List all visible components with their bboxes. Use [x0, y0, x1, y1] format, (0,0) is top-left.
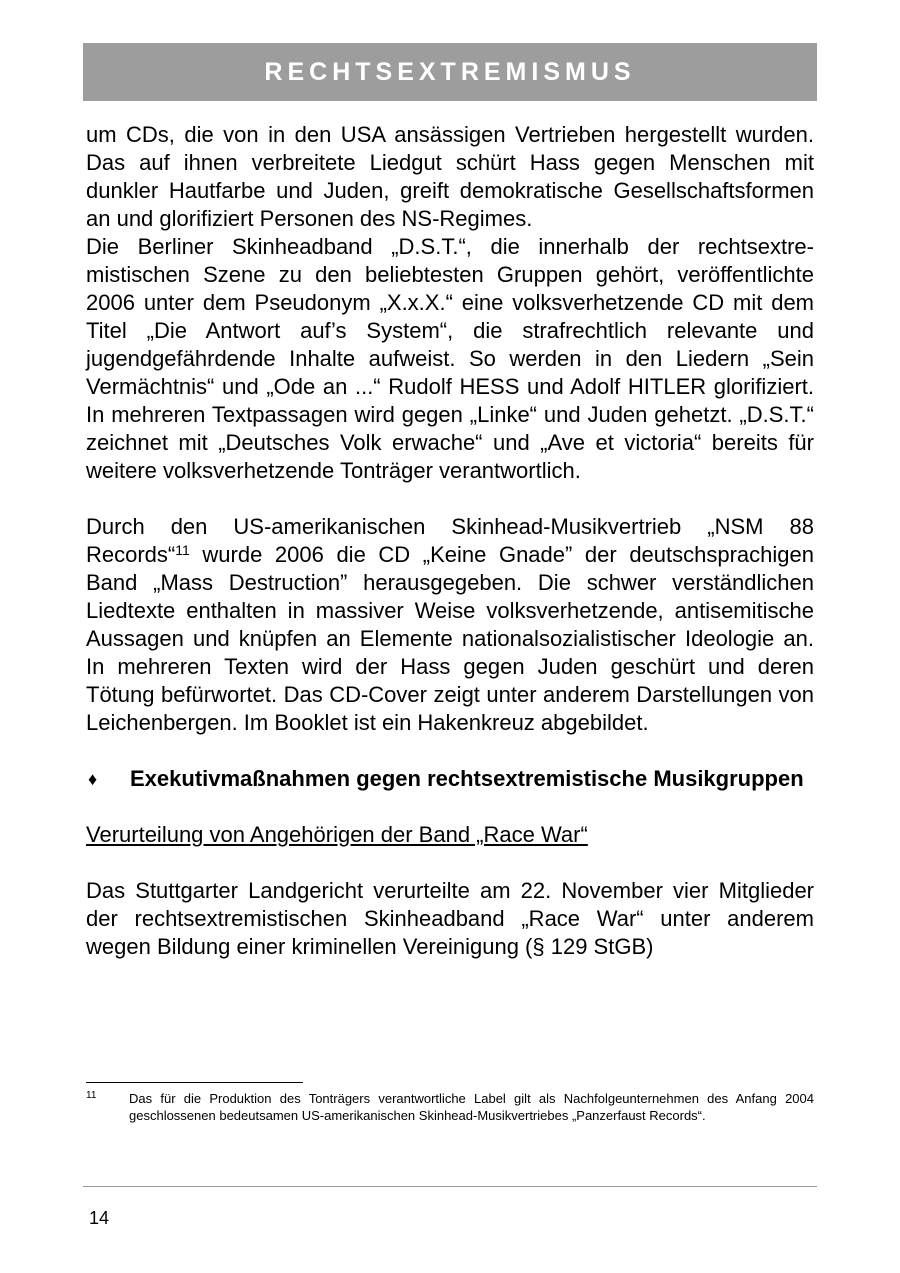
- paragraph-spacer: [86, 485, 814, 513]
- footnote-reference[interactable]: 11: [175, 542, 190, 558]
- paragraph-3-end: wurde 2006 die CD „Keine Gnade” der deutschsprachigen Band „Mass Destruction” herausgegeben. Die schwer verständlichen Liedtexte enthalten in massiver Weise volksverhetzende, antisemitische Aussagen und knüpfen an Elemente nationalsozialistischer Ideologie an. In mehreren Texten wird der Hass gegen Juden geschürt und deren Tötung befürwortet. Das CD-Cover zeigt unter anderem Darstellungen von Leichenbergen. Im Booklet ist ein Hakenkreuz abgebildet.: [86, 542, 814, 735]
- page-body: [86, 121, 814, 961]
- footer-divider: [83, 1186, 817, 1187]
- paragraph-spacer: [86, 849, 814, 877]
- page-number: 14: [89, 1208, 110, 1228]
- paragraph-3: [86, 513, 814, 737]
- footnote-divider: [86, 1082, 303, 1083]
- footnote-text: Das für die Produktion des Tonträgers verantwortliche Label gilt als Nachfolgeunternehmen des Anfang 2004 geschlossenen bedeutsamen US-amerikanischen Skinhead-Musikvertriebes „Panzerfaust Records“.: [129, 1091, 814, 1123]
- paragraph-spacer: [86, 793, 814, 821]
- running-header-title: RECHTSEXTREMISMUS: [264, 57, 636, 86]
- paragraph-4: Das Stuttgarter Landgericht verurteilte am 22. November vier Mitglieder der rechtsextremistischen Skinheadband „Race War“ unter anderem wegen Bildung einer kriminellen Vereinigung (§ 129 StGB): [86, 878, 814, 959]
- subheading: Verurteilung von Angehörigen der Band „Race War“: [86, 822, 588, 847]
- section-heading: [86, 765, 814, 793]
- diamond-bullet-icon: ♦: [88, 769, 98, 789]
- section-heading-text: Exekutivmaßnahmen gegen rechtsextremistische Musikgruppen: [130, 766, 804, 791]
- footnote: [86, 1090, 814, 1124]
- paragraph-spacer: [86, 737, 814, 765]
- paragraph-2: Die Berliner Skinheadband „D.S.T.“, die innerhalb der rechtsextremistischen Szene zu den beliebtesten Gruppen gehört, veröffentlichte 2006 unter dem Pseudonym „X.x.X.“ eine volksverhetzende CD mit dem Titel „Die Antwort auf’s System“, die strafrechtlich relevante und jugendgefährdende Inhalte aufweist. So werden in den Liedern „Sein Vermächtnis“ und „Ode an ...“ Rudolf HESS und Adolf HITLER glorifiziert. In mehreren Textpassagen wird gegen „Linke“ und Juden gehetzt. „D.S.T.“ zeichnet mit „Deutsches Volk erwache“ und „Ave et victoria“ bereits für weitere volksverhetzende Tonträger verantwortlich.: [86, 234, 814, 483]
- running-header: [83, 43, 817, 101]
- footnote-number: 11: [86, 1090, 97, 1101]
- paragraph-1: um CDs, die von in den USA ansässigen Vertrieben hergestellt wurden. Das auf ihnen verbreitete Liedgut schürt Hass gegen Menschen mit dunkler Hautfarbe und Juden, greift demokratische Gesellschaftsformen an und glorifiziert Personen des NS-Regimes.: [86, 122, 814, 231]
- paragraph-3-start: Durch den US-amerikanischen Skinhead-Musikvertrieb „NSM 88 Records“: [86, 514, 814, 567]
